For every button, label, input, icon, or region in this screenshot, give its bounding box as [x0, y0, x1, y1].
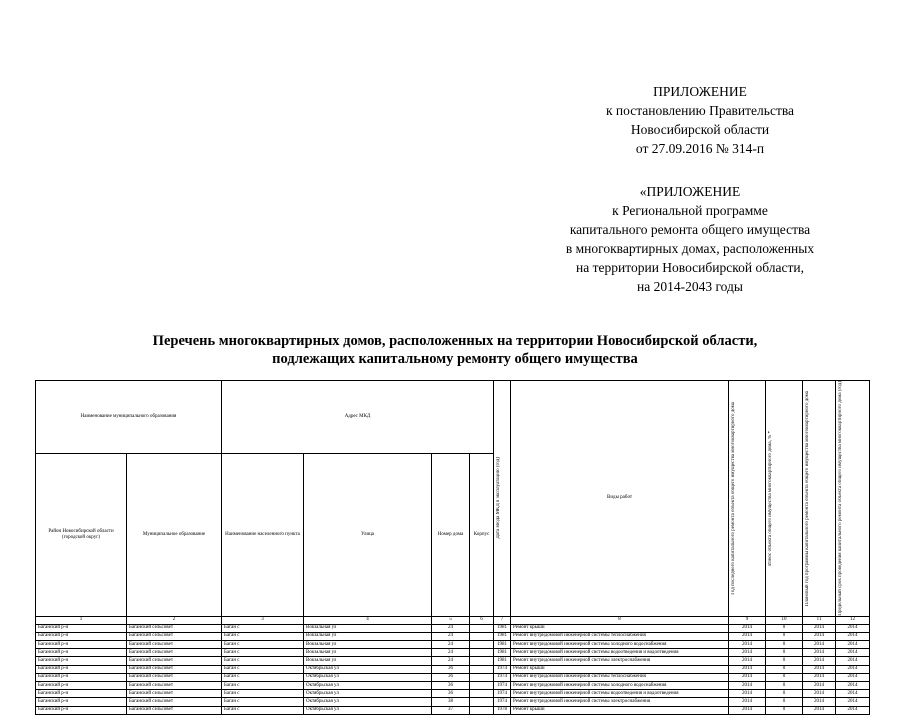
table-cell: Баган с: [222, 641, 304, 649]
table-cell: Октябрьская ул: [304, 681, 432, 689]
table-cell: 2014: [803, 673, 836, 681]
table-cell: [470, 698, 494, 706]
table-cell: Баган с: [222, 698, 304, 706]
table-cell: 36: [432, 665, 470, 673]
table-cell: Ремонт внутридомовой инженерной системы теплоснабжения: [511, 632, 729, 640]
table-cell: Баганский сельсовет: [127, 649, 222, 657]
table-row: [36, 641, 870, 649]
table-cell: 2014: [729, 657, 766, 665]
table-cell: [470, 673, 494, 681]
table-cell: Вокзальная ул: [304, 657, 432, 665]
column-number-cell: 12: [836, 616, 870, 624]
table-cell: [470, 624, 494, 632]
table-cell: Вокзальная ул: [304, 624, 432, 632]
table-cell: 2014: [803, 698, 836, 706]
table-cell: 36: [432, 673, 470, 681]
table-row: [36, 681, 870, 689]
table-cell: 36: [432, 690, 470, 698]
table-cell: [470, 706, 494, 714]
table-cell: 1974: [494, 665, 511, 673]
program-appendix-line: на территории Новосибирской области,: [576, 260, 804, 275]
table-cell: 2014: [836, 698, 870, 706]
table-cell: 0: [766, 698, 803, 706]
table-cell: Баган с: [222, 649, 304, 657]
table-cell: 2014: [803, 641, 836, 649]
table-cell: Баганский сельсовет: [127, 641, 222, 649]
appendix-title: ПРИЛОЖЕНИЕ: [653, 84, 747, 99]
appendix-date: от 27.09.2016 № 314-п: [635, 141, 765, 156]
last-repair-header: Год последнего капитального ремонта объекта общего имущества многоквартирного дома: [729, 381, 766, 617]
table-cell: 0: [766, 649, 803, 657]
table-cell: 2014: [729, 706, 766, 714]
appendix-header: [560, 82, 840, 158]
table-cell: [470, 632, 494, 640]
table-cell: Баганский сельсовет: [127, 706, 222, 714]
table-cell: 2014: [729, 641, 766, 649]
table-cell: 2014: [836, 706, 870, 714]
table-cell: 0: [766, 632, 803, 640]
table-row: [36, 657, 870, 665]
program-appendix-header: [520, 182, 860, 296]
table-cell: [470, 657, 494, 665]
table-cell: 1974: [494, 698, 511, 706]
column-number-cell: 4: [304, 616, 432, 624]
column-number-cell: 9: [729, 616, 766, 624]
table-cell: 2014: [729, 690, 766, 698]
table-cell: Ремонт внутридомовой инженерной системы водоотведения и водоотведения: [511, 649, 729, 657]
deadline-year-header: Предельный срок проведения капитального ремонта объекта общего имущества многоквартирного дома (год): [836, 381, 870, 617]
table-cell: Баганский р-н: [36, 657, 127, 665]
table-cell: 2014: [803, 665, 836, 673]
column-number-cell: 8: [511, 616, 729, 624]
table-cell: [470, 690, 494, 698]
table-cell: Баган с: [222, 690, 304, 698]
program-appendix-line: к Региональной программе: [612, 203, 768, 218]
table-cell: Ремонт крыши: [511, 706, 729, 714]
table-cell: Баган с: [222, 706, 304, 714]
table-cell: 1981: [494, 624, 511, 632]
table-cell: 37: [432, 706, 470, 714]
table-cell: Вокзальная ул: [304, 632, 432, 640]
table-cell: [470, 649, 494, 657]
year-built-header: Дата ввода МКД в эксплуатацию (год): [494, 381, 511, 617]
column-number-cell: 6: [470, 616, 494, 624]
table-cell: Баганский сельсовет: [127, 624, 222, 632]
table-cell: Ремонт внутридомовой инженерной системы холодного водоснабжения: [511, 681, 729, 689]
table-cell: 2014: [836, 632, 870, 640]
table-cell: Баганский р-н: [36, 706, 127, 714]
table-cell: 2014: [836, 657, 870, 665]
document-title: [60, 332, 850, 368]
table-cell: 2014: [803, 657, 836, 665]
program-appendix-line: капитального ремонта общего имущества: [569, 222, 811, 237]
table-cell: Баган с: [222, 681, 304, 689]
table-cell: 0: [766, 690, 803, 698]
table-cell: Баганский сельсовет: [127, 665, 222, 673]
table-cell: 2014: [836, 641, 870, 649]
table-cell: Баганский р-н: [36, 681, 127, 689]
table-cell: 0: [766, 641, 803, 649]
column-number-cell: 10: [766, 616, 803, 624]
table-cell: Октябрьская ул: [304, 698, 432, 706]
table-cell: [470, 665, 494, 673]
program-appendix-line: в многоквартирных домах, расположенных: [565, 241, 815, 256]
table-cell: 2014: [836, 673, 870, 681]
table-cell: 2014: [836, 649, 870, 657]
table-cell: Баганский р-н: [36, 665, 127, 673]
table-cell: 2014: [729, 673, 766, 681]
column-number-cell: 2: [127, 616, 222, 624]
table-cell: 0: [766, 706, 803, 714]
table-cell: 24: [432, 641, 470, 649]
table-row: [36, 649, 870, 657]
table-cell: Ремонт внутридомовой инженерной системы водоотведения и водоотведения: [511, 690, 729, 698]
table-cell: 0: [766, 681, 803, 689]
table-cell: 2014: [729, 632, 766, 640]
table-cell: 2014: [836, 665, 870, 673]
building-header: Корпус: [470, 454, 494, 616]
settlement-header: Наименование населенного пункта: [222, 454, 304, 616]
column-number-cell: 1: [36, 616, 127, 624]
table-cell: Ремонт внутридомовой инженерной системы холодного водоснабжения: [511, 641, 729, 649]
column-number-cell: 11: [803, 616, 836, 624]
table-cell: 2014: [803, 649, 836, 657]
table-cell: 2014: [836, 681, 870, 689]
table-cell: Вокзальная ул: [304, 649, 432, 657]
houses-table: [35, 380, 870, 715]
appendix-line: Новосибирской области: [630, 122, 770, 137]
table-cell: Баганский сельсовет: [127, 632, 222, 640]
table-cell: 1974: [494, 673, 511, 681]
table-row: [36, 624, 870, 632]
district-header: Район Новосибирской области (городской округ): [36, 454, 127, 616]
table-cell: 0: [766, 624, 803, 632]
table-cell: Октябрьская ул: [304, 690, 432, 698]
table-cell: 36: [432, 681, 470, 689]
table-cell: 2014: [729, 649, 766, 657]
table-row: [36, 665, 870, 673]
table-cell: Баганский сельсовет: [127, 681, 222, 689]
table-cell: Октябрьская ул: [304, 665, 432, 673]
table-cell: Октябрьская ул: [304, 706, 432, 714]
column-number-cell: 3: [222, 616, 304, 624]
table-cell: [470, 681, 494, 689]
table-cell: 0: [766, 665, 803, 673]
table-cell: 24: [432, 649, 470, 657]
title-line-2: подлежащих капитальному ремонту общего имущества: [272, 351, 638, 367]
table-cell: 0: [766, 657, 803, 665]
table-cell: Баган с: [222, 657, 304, 665]
table-cell: 1981: [494, 641, 511, 649]
table-cell: Октябрьская ул: [304, 673, 432, 681]
table-cell: Баганский сельсовет: [127, 673, 222, 681]
table-cell: 2014: [803, 632, 836, 640]
table-cell: 0: [766, 673, 803, 681]
table-cell: Баганский р-н: [36, 690, 127, 698]
table-cell: 2014: [803, 624, 836, 632]
table-cell: Ремонт внутридомовой инженерной системы теплоснабжения: [511, 673, 729, 681]
address-group-header: Адрес МКД: [222, 381, 494, 454]
table-cell: Баган с: [222, 665, 304, 673]
table-cell: Ремонт крыши: [511, 624, 729, 632]
municipality-header: Муниципальное образование: [127, 454, 222, 616]
table-cell: Баганский р-н: [36, 698, 127, 706]
table-cell: Баганский р-н: [36, 624, 127, 632]
table-cell: 2014: [836, 624, 870, 632]
table-cell: Ремонт крыши: [511, 665, 729, 673]
table-cell: Баганский р-н: [36, 649, 127, 657]
table-cell: 2014: [803, 706, 836, 714]
table-cell: Ремонт внутридомовой инженерной системы электроснабжения: [511, 698, 729, 706]
table-cell: Баганский р-н: [36, 673, 127, 681]
table-cell: 2014: [729, 665, 766, 673]
table-cell: 1974: [494, 681, 511, 689]
house-header: Номер дома: [432, 454, 470, 616]
program-appendix-years: на 2014-2043 годы: [637, 279, 743, 294]
table-row: [36, 632, 870, 640]
table-cell: [470, 641, 494, 649]
table-cell: 24: [432, 624, 470, 632]
table-cell: 1981: [494, 649, 511, 657]
table-cell: 2014: [803, 681, 836, 689]
table-cell: Баганский сельсовет: [127, 690, 222, 698]
table-cell: 38: [432, 698, 470, 706]
table-cell: 1981: [494, 657, 511, 665]
wear-header: Износ объекта общего имущества многоквартирного дома, % *: [766, 381, 803, 617]
street-header: Улица: [304, 454, 432, 616]
works-header: Виды работ: [511, 381, 729, 617]
table-cell: 2014: [729, 624, 766, 632]
column-number-cell: 7: [494, 616, 511, 624]
table-cell: Баганский сельсовет: [127, 657, 222, 665]
table-row: [36, 698, 870, 706]
table-row: [36, 673, 870, 681]
table-cell: Вокзальная ул: [304, 641, 432, 649]
table-cell: 1974: [494, 690, 511, 698]
municipal-group-header: Наименование муниципального образования: [36, 381, 222, 454]
table-cell: Баган с: [222, 632, 304, 640]
table-cell: 2014: [729, 698, 766, 706]
table-cell: Баган с: [222, 673, 304, 681]
table-cell: Ремонт внутридомовой инженерной системы электроснабжения: [511, 657, 729, 665]
column-numbers-row: [36, 616, 870, 624]
table-cell: 1981: [494, 632, 511, 640]
appendix-line: к постановлению Правительства: [605, 103, 795, 118]
table-cell: 2014: [729, 681, 766, 689]
table-row: [36, 690, 870, 698]
planned-year-header: Плановый год программы капитального ремонта объекта общего имущества многоквартирного дома: [803, 381, 836, 617]
table-row: [36, 706, 870, 714]
table-cell: Баган с: [222, 624, 304, 632]
table-cell: 2014: [836, 690, 870, 698]
table-cell: Баганский сельсовет: [127, 698, 222, 706]
table-cell: Баганский р-н: [36, 641, 127, 649]
table-cell: 24: [432, 632, 470, 640]
table-cell: 24: [432, 657, 470, 665]
table-cell: Баганский р-н: [36, 632, 127, 640]
table-cell: 1978: [494, 706, 511, 714]
column-number-cell: 5: [432, 616, 470, 624]
title-line-1: Перечень многоквартирных домов, расположенных на территории Новосибирской области,: [152, 333, 758, 349]
table-cell: 2014: [803, 690, 836, 698]
program-appendix-title: «ПРИЛОЖЕНИЕ: [639, 184, 741, 199]
